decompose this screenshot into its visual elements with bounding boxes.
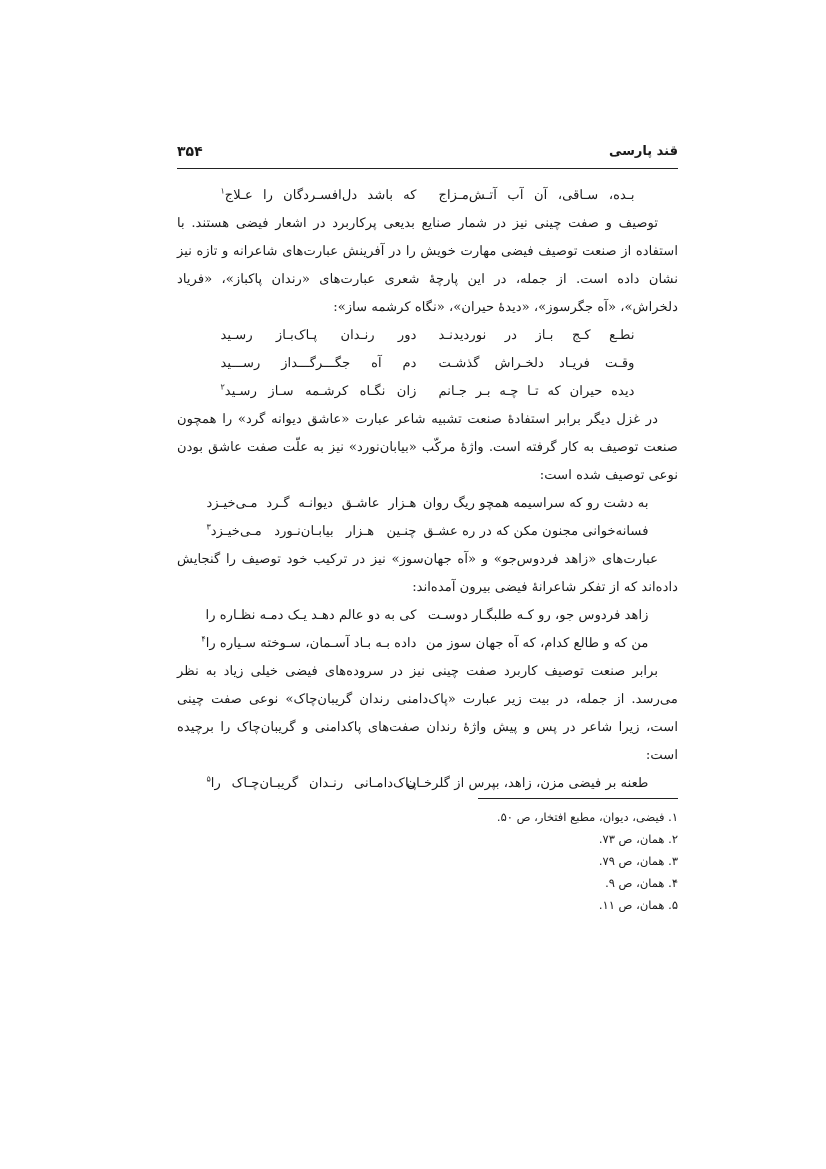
- hemistich-right: به دشت رو که سراسیمه همچو ریگ روان: [422, 496, 649, 511]
- footnote: ۲. همان، ص ۷۳.: [598, 832, 678, 846]
- hemistich-right: زاهد فردوس جو، رو کـه طلبگـار دوسـت: [427, 608, 649, 623]
- hemistich-right: وقـت فریـاد دلخـراش گذشـت: [438, 356, 635, 371]
- hemistich-left: کی به دو عالم دهـد یـک دمـه نظـاره را: [205, 608, 417, 623]
- hemistich-left: دم آه جگـــرگـــداز رســـید: [220, 356, 417, 371]
- footnote: ۵. همان، ص ۱۱.: [598, 898, 678, 912]
- hemistich-right: نطـع کـج بـاز در نوردیدنـد: [438, 328, 635, 343]
- hemistich-left: داده بـه بـاد آسـمان، سـوخته سـیاره را$^۴$: [201, 634, 417, 651]
- poem-couplet: [177, 770, 678, 798]
- hemistich-right: فسانه‌خوانی مجنون مکن که در ره عشـق: [423, 524, 649, 539]
- paragraph: در غزل دیگر برابر استفادهٔ صنعت تشبیه شاعر عبارت «عاشق دیوانه گرد» را همچون صنعت توصیف به کار گرفته است. واژهٔ مرکّب «بیابان‌نورد» نیز به علّت صفت عاشق بودن نوعی توصیف شده است:: [177, 412, 678, 483]
- footnote: ۱. فیضی، دیوان، مطبع افتخار، ص ۵۰.: [496, 810, 678, 824]
- hemistich-right: من که و طالع کدام، که آه جهان سوز من: [425, 636, 649, 651]
- footnote-ref: ۵: [206, 774, 211, 784]
- footnotes: [497, 806, 678, 916]
- hemistich-left: دور رنـدان پـاک‌بـاز رسـید: [220, 328, 417, 343]
- footnote: ۳. همان، ص ۷۹.: [598, 854, 678, 868]
- hemistich-left: پـاک‌دامـانی رنـدان گریبـان‌چـاک را$^۵$: [206, 774, 417, 791]
- hemistich-right: دیده حیران که تـا چـه بـر جـانم: [438, 384, 635, 399]
- hemistich-right: طعنه بر فیضی مزن، زاهد، بپرس از گلرخـان: [406, 776, 649, 791]
- poem-couplet: [177, 630, 678, 658]
- hemistich-left: زان نگـاه کرشـمه سـاز رسـید$^۲$: [220, 382, 417, 399]
- footnote-ref: ۱: [220, 186, 225, 196]
- paragraph: عبارت‌های «زاهد فردوس‌جو» و «آه جهان‌سوز» نیز در ترکیب خود توصیف را گنجایش داده‌اند که از تفکر شاعرانهٔ فیضی بیرون آمده‌اند:: [177, 552, 678, 595]
- poem-couplet: [177, 490, 678, 518]
- footnote-ref: ۳: [206, 522, 211, 532]
- poem-couplet: [177, 378, 678, 406]
- hemistich-right: بـده، سـاقی، آن آب آتـش‌مـزاج: [438, 188, 635, 203]
- hemistich-left: چنـین هـزار بیابـان‌نـورد مـی‌خیـزد$^۳$: [206, 522, 417, 539]
- main-text: [177, 182, 678, 798]
- poem-couplet: [177, 182, 678, 210]
- hemistich-left: هـزار عاشـق دیوانـه گـرد مـی‌خیـزد: [206, 496, 417, 511]
- footnote-ref: ۲: [220, 382, 225, 392]
- page-number: ۳۵۴: [177, 144, 203, 160]
- footnote-rule: [478, 798, 678, 799]
- poem-couplet: [177, 322, 678, 350]
- footnote: ۴. همان، ص ۹.: [605, 876, 678, 890]
- paragraph: برابر صنعت توصیف کاربرد صفت چینی نیز در سروده‌های فیضی خیلی زیاد به نظر می‌رسد. از جمله، در بیت زیر عبارت «پاک‌دامنی رندان گریبان‌چاک» نوعی صفت چینی است، زیرا شاعر در پس و پیش واژهٔ رندان صفت‌های پاکدامنی و گریبان‌چاک را برچیده است:: [177, 664, 678, 763]
- header-rule: [177, 168, 678, 169]
- paragraph: توصیف و صفت چینی نیز در شمار صنایع بدیعی پرکاربرد در اشعار فیضی هستند. با استفاده از صنعت توصیف فیضی مهارت خویش را در آفرینش عبارت‌های شاعرانه و تازه نیز نشان داده است. از جمله، در این پارچهٔ شعری عبارت‌های «رندان پاکباز»، «فریاد دلخراش»، «آه جگرسوز»، «دیدهٔ حیران»، «نگاه کرشمه ساز»:: [177, 216, 678, 315]
- poem-couplet: [177, 350, 678, 378]
- poem-couplet: [177, 518, 678, 546]
- running-title: قند پارسی: [608, 144, 678, 159]
- hemistich-left: که باشد دل‌افسـردگان را عـلاج$^۱$: [220, 186, 417, 203]
- footnote-ref: ۴: [201, 634, 206, 644]
- poem-couplet: [177, 602, 678, 630]
